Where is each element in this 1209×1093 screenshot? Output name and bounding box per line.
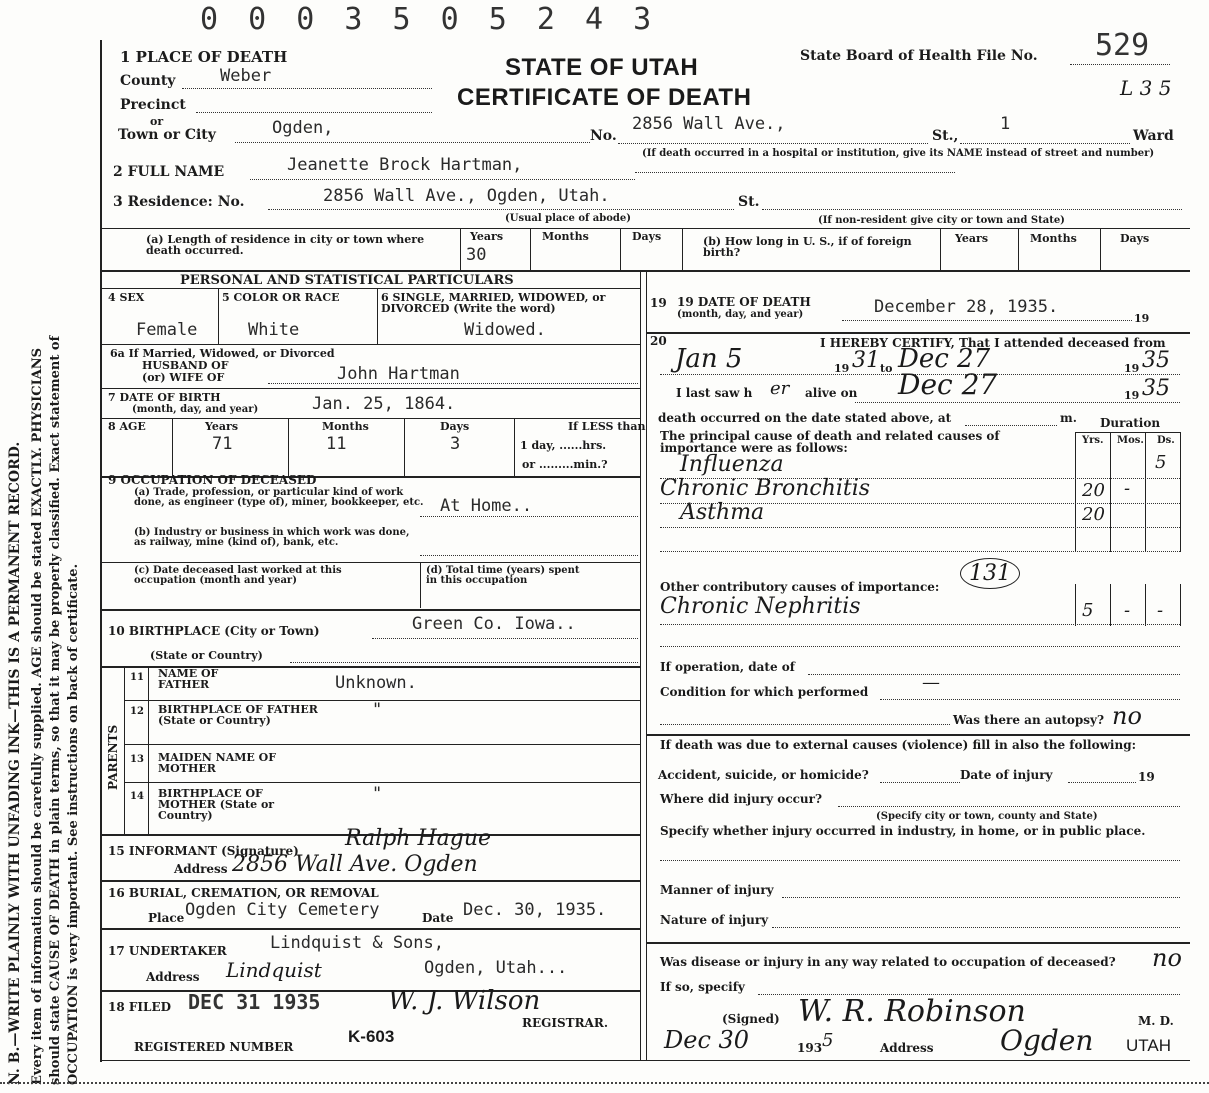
residence-value: 2856 Wall Ave., Ogden, Utah. xyxy=(323,186,610,206)
filed-date-stamp: DEC 31 1935 xyxy=(188,990,321,1014)
nonresident-note: (If non-resident give city or town and State) xyxy=(818,215,1065,226)
registrar-label: REGISTRAR. xyxy=(522,1016,609,1030)
side-note-1: N. B.—WRITE PLAINLY WITH UNFADING INK—THIS IS A PERMANENT RECORD. xyxy=(7,441,23,1085)
city-label: Town or City xyxy=(118,127,216,143)
age-label: 8 AGE xyxy=(108,420,146,433)
occupation-a-value: At Home.. xyxy=(440,496,533,516)
years-header: Years xyxy=(470,230,504,243)
operation-date-label: If operation, date of xyxy=(660,660,795,674)
father-birthplace-value: " xyxy=(372,700,383,720)
physician-signature: W. R. Robinson xyxy=(798,994,1026,1029)
attended-from: Jan 5 xyxy=(675,344,743,374)
age-years-header: Years xyxy=(205,420,239,433)
abode-note: (Usual place of abode) xyxy=(505,213,631,224)
manner-label: Manner of injury xyxy=(660,883,774,897)
attended-to: Dec 27 xyxy=(898,344,991,374)
undertaker-address-value: Ogden, Utah... xyxy=(424,958,568,978)
duration-label: Duration xyxy=(1100,416,1161,430)
physician-state: UTAH xyxy=(1126,1036,1172,1055)
mother-birthplace-value: " xyxy=(372,784,383,804)
age-days-header: Days xyxy=(440,420,470,433)
occupation-heading: 9 OCCUPATION OF DECEASED xyxy=(108,473,317,487)
city-value: Ogden, xyxy=(272,118,334,138)
cause-3-years: 20 xyxy=(1082,504,1105,525)
precinct-label: Precinct xyxy=(120,97,186,113)
certificate-serial-number: 0 0 0 3 5 0 5 2 4 3 xyxy=(200,2,658,37)
file-number-handwritten: L 3 5 xyxy=(1120,76,1172,100)
side-note-2: Every item of information should be carefully supplied. AGE should be stated EXACTLY. PHYSICIANS xyxy=(30,347,45,1085)
street-no-value: 2856 Wall Ave., xyxy=(632,114,786,134)
residence-st-label: St. xyxy=(738,194,760,210)
ward-value: 1 xyxy=(1000,114,1011,134)
year-value: 5 xyxy=(822,1030,834,1051)
dob-label-2: (month, day, and year) xyxy=(132,404,259,415)
filed-label: 18 FILED xyxy=(108,1000,171,1014)
informant-address: 2856 Wall Ave. Ogden xyxy=(232,852,478,877)
cause-2-years: 20 xyxy=(1082,480,1105,501)
occupation-d-label: (d) Total time (years) spent in this occupation xyxy=(426,565,580,586)
side-note-3: should state CAUSE OF DEATH in plain terms, so that it may be properly classified. Exact statement of xyxy=(48,335,63,1085)
hospital-note: (If death occurred in a hospital or institution, give its NAME instead of street and number) xyxy=(642,148,1155,159)
occupation-related-value: no xyxy=(1152,944,1182,972)
birthplace-label: 10 BIRTHPLACE (City or Town) xyxy=(108,624,320,638)
duration-yrs: Yrs. xyxy=(1082,435,1104,446)
duration-ds: Ds. xyxy=(1157,435,1175,446)
year-prefix: 193 xyxy=(797,1041,823,1055)
birthplace-value: Green Co. Iowa.. xyxy=(412,614,576,634)
place-of-death-heading: 1 PLACE OF DEATH xyxy=(120,48,288,66)
burial-date-label: Date xyxy=(422,911,454,925)
father-name-value: Unknown. xyxy=(335,673,417,693)
attended-from-year: 31 xyxy=(852,348,880,373)
alive-on-year: 35 xyxy=(1142,376,1170,401)
race-label: 5 COLOR OR RACE xyxy=(222,291,340,304)
spouse-label-2: HUSBAND OF xyxy=(142,359,229,372)
other-causes-number: 131 xyxy=(960,558,1020,589)
spouse-value: John Hartman xyxy=(337,364,460,384)
injury-where-note: (Specify city or town, county and State) xyxy=(876,811,1098,822)
cause-2: Chronic Bronchitis xyxy=(660,476,871,501)
column-divider xyxy=(640,270,641,1060)
registrar-signature: W. J. Wilson xyxy=(388,986,541,1016)
street-label: St., xyxy=(932,128,959,144)
death-date-label-2: (month, day, and year) xyxy=(677,309,804,320)
personal-heading: PERSONAL AND STATISTICAL PARTICULARS xyxy=(180,273,514,288)
residence-years-value: 30 xyxy=(466,245,487,265)
father-name-label: NAME OF FATHER xyxy=(158,667,219,691)
father-birthplace-label: BIRTHPLACE OF FATHER (State or Country) xyxy=(158,703,318,727)
certificate-title: CERTIFICATE OF DEATH xyxy=(457,84,752,111)
operation-condition-value: — xyxy=(922,672,940,693)
file-number-label: State Board of Health File No. xyxy=(800,48,1038,64)
undertaker-signature: Lindquist xyxy=(226,958,322,982)
last-saw-label: I last saw h xyxy=(676,386,753,400)
m-label: m. xyxy=(1060,411,1077,425)
other-cause: Chronic Nephritis xyxy=(660,594,861,619)
full-name-value: Jeanette Brock Hartman, xyxy=(287,155,523,175)
cause-2-months: - xyxy=(1124,478,1131,499)
informant-label: 15 INFORMANT (Signature) xyxy=(108,844,299,858)
age-months-value: 11 xyxy=(326,434,347,454)
mother-birthplace-label: BIRTHPLACE OF MOTHER (State or Country) xyxy=(158,787,275,822)
injury-date-label: Date of injury xyxy=(960,768,1053,782)
physician-address-label: Address xyxy=(880,1041,934,1055)
informant-signature: Ralph Hague xyxy=(345,826,492,851)
death-date-label-1: 19 DATE OF DEATH xyxy=(677,295,811,309)
nature-label: Nature of injury xyxy=(660,913,769,927)
mother-maiden-label: MAIDEN NAME OF MOTHER xyxy=(158,751,277,775)
operation-condition-label: Condition for which performed xyxy=(660,685,869,699)
birthplace-state-label: (State or Country) xyxy=(150,649,263,662)
county-label: County xyxy=(120,73,176,89)
dob-value: Jan. 25, 1864. xyxy=(312,394,456,414)
external-intro: If death was due to external causes (violence) fill in also the following: xyxy=(660,738,1137,752)
other-cause-days: - xyxy=(1157,600,1164,621)
occupation-b-label: (b) Industry or business in which work was done, as railway, mine (kind of), bank, etc. xyxy=(134,527,410,548)
burial-place-value: Ogden City Cemetery xyxy=(185,900,380,920)
injury-where-label: Where did injury occur? xyxy=(660,792,823,806)
certify-text: I HEREBY CERTIFY, That I attended deceased from xyxy=(820,336,1166,350)
ward-label: Ward xyxy=(1133,128,1174,144)
death-occurred-label: death occurred on the date stated above, at xyxy=(658,411,952,425)
side-note-4: OCCUPATION is very important. See instructions on back of certificate. xyxy=(66,563,81,1085)
county-value: Weber xyxy=(220,66,272,86)
cause-3: Asthma xyxy=(680,500,765,525)
length-residence-label: (a) Length of residence in city or town where death occurred. xyxy=(146,233,425,257)
cause-1: Influenza xyxy=(680,452,784,477)
other-cause-years: 5 xyxy=(1082,600,1094,621)
other-causes-label: Other contributory causes of importance: xyxy=(660,580,940,594)
last-saw-pronoun: er xyxy=(770,378,790,399)
spouse-label-3: (or) WIFE OF xyxy=(142,371,225,384)
physician-address: Ogden xyxy=(1000,1024,1094,1057)
burial-date-value: Dec. 30, 1935. xyxy=(463,900,607,920)
age-days-value: 3 xyxy=(450,434,461,454)
alive-on-label: alive on xyxy=(805,386,858,400)
sex-value: Female xyxy=(136,320,198,340)
full-name-label: 2 FULL NAME xyxy=(113,164,225,180)
injury-year: 19 xyxy=(1138,770,1155,784)
accident-label: Accident, suicide, or homicide? xyxy=(658,768,869,782)
file-number-value: 529 xyxy=(1095,28,1150,63)
other-cause-months: - xyxy=(1124,600,1131,621)
undertaker-value: Lindquist & Sons, xyxy=(270,933,444,953)
dotted-cut-line xyxy=(0,1082,1209,1084)
or-min-label: or .........min.? xyxy=(522,458,608,471)
us-months-header: Months xyxy=(1030,232,1077,245)
registered-number-value: K-603 xyxy=(348,1027,395,1046)
marital-label: 6 SINGLE, MARRIED, WIDOWED, or DIVORCED (Write the word) xyxy=(381,291,606,315)
form-left-border xyxy=(100,40,102,1062)
state-title: STATE OF UTAH xyxy=(505,54,699,81)
attended-to-year: 35 xyxy=(1142,348,1170,373)
spouse-label-1: 6a If Married, Widowed, or Divorced xyxy=(110,347,335,360)
undertaker-label: 17 UNDERTAKER xyxy=(108,944,227,958)
autopsy-value: no xyxy=(1112,702,1142,730)
us-years-header: Years xyxy=(955,232,989,245)
less-than-label: If LESS than xyxy=(568,420,646,433)
certificate-date: Dec 30 xyxy=(664,1026,750,1054)
alive-on-date: Dec 27 xyxy=(898,368,998,401)
death-year-suffix: 19 xyxy=(1134,312,1150,325)
marital-value: Widowed. xyxy=(464,320,546,340)
street-no-label: No. xyxy=(590,128,617,144)
md-label: M. D. xyxy=(1138,1014,1174,1028)
autopsy-label: Was there an autopsy? xyxy=(953,713,1105,727)
us-days-header: Days xyxy=(1120,232,1150,245)
us-residence-label: (b) How long in U. S., if of foreign birth? xyxy=(703,235,912,259)
burial-place-label: Place xyxy=(148,911,185,925)
months-header: Months xyxy=(542,230,589,243)
one-day-label: 1 day, ......hrs. xyxy=(520,439,607,452)
if-so-specify-label: If so, specify xyxy=(660,980,745,994)
death-date-value: December 28, 1935. xyxy=(874,297,1059,317)
duration-mos: Mos. xyxy=(1117,435,1144,446)
cause-1-days: 5 xyxy=(1155,452,1167,473)
age-months-header: Months xyxy=(322,420,369,433)
days-header: Days xyxy=(632,230,662,243)
undertaker-address-label: Address xyxy=(146,970,200,984)
form-bottom-border xyxy=(100,1060,1190,1061)
informant-address-label: Address xyxy=(174,862,228,876)
cause-label: The principal cause of death and related causes of importance were as follows: xyxy=(660,429,1000,455)
race-value: White xyxy=(248,320,300,340)
dob-label-1: 7 DATE OF BIRTH xyxy=(108,391,221,404)
signed-label: (Signed) xyxy=(722,1012,780,1026)
parents-side-label: PARENTS xyxy=(106,724,120,790)
registered-number-label: REGISTERED NUMBER xyxy=(134,1040,294,1054)
injury-place-type-label: Specify whether injury occurred in industry, in home, or in public place. xyxy=(660,824,1146,838)
occupation-a-label: (a) Trade, profession, or particular kind of work done, as engineer (type of), miner, bookkeeper, etc. xyxy=(134,487,424,508)
residence-label: 3 Residence: No. xyxy=(113,194,245,210)
or-label: or xyxy=(150,115,164,128)
age-years-value: 71 xyxy=(212,434,233,454)
occupation-related-label: Was disease or injury in any way related to occupation of deceased? xyxy=(660,955,1116,969)
occupation-c-label: (c) Date deceased last worked at this occupation (month and year) xyxy=(134,565,342,586)
sex-label: 4 SEX xyxy=(108,291,145,304)
burial-label: 16 BURIAL, CREMATION, OR REMOVAL xyxy=(108,886,379,900)
